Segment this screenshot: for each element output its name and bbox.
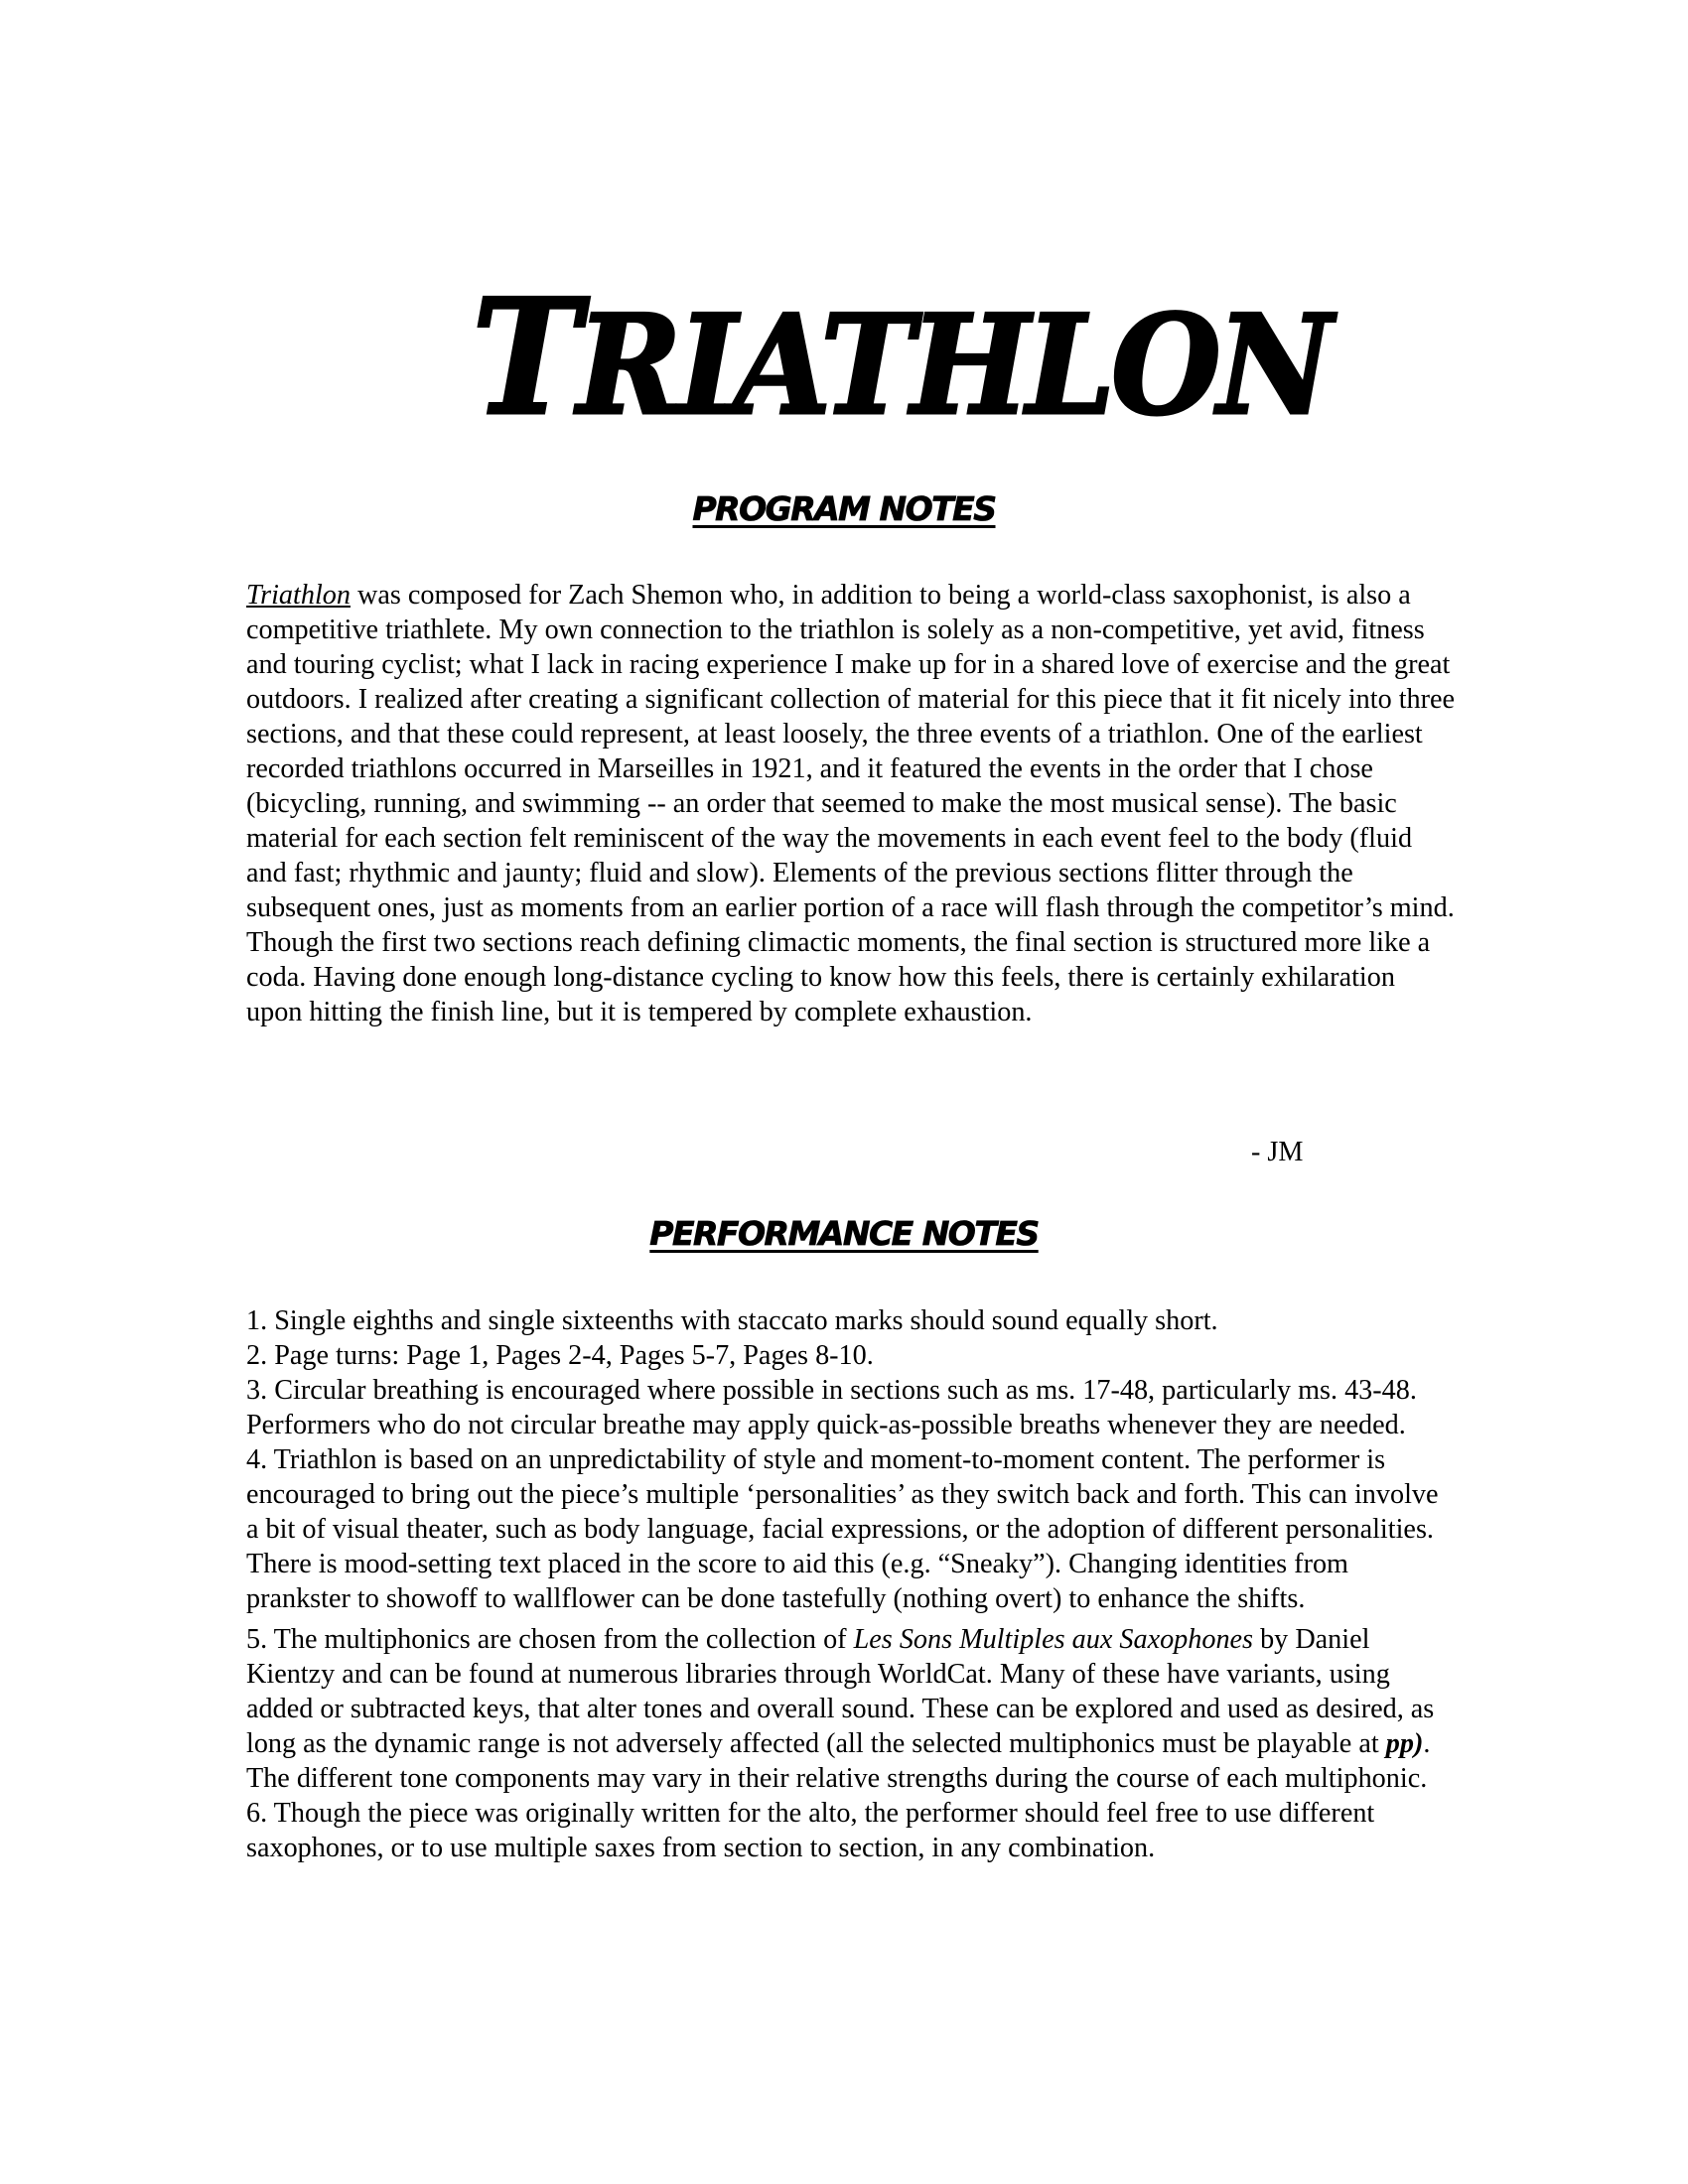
dynamic-marking: pp) xyxy=(1385,1728,1424,1759)
performance-notes-heading: PERFORMANCE NOTES xyxy=(649,1214,1039,1253)
performance-note-6: 6. Though the piece was originally written for the alto, the performer should feel free to use different saxophones, or to use multiple saxes from section to section, in any combination. xyxy=(246,1798,1375,1863)
book-title: Les Sons Multiples aux Saxophones xyxy=(853,1624,1254,1655)
program-notes-text: was composed for Zach Shemon who, in addition to being a world-class saxophonist, is also a competitive triathlete. My own connection to the triathlon is solely as a non-competitive, yet avid, fitness and touring cyclist; what I lack in racing experience I make up for in a shared love of exercise and the great outdoors. I realized after creating a significant collection of material for this piece that it fit nicely into three sections, and that these could represent, at least loosely, the three events of a triathlon. One of the earliest recorded triathlons occurred in Marseilles in 1921, and it featured the events in the order that I chose (bicycling, running, and swimming -- an order that seemed to make the most musical sense). The basic material for each section felt reminiscent of the way the movements in each event feel to the body (fluid and fast; rhythmic and jaunty; fluid and slow). Elements of the previous sections flitter through the subsequent ones, just as moments from an earlier portion of a race will flash through the competitor’s mind. Though the first two sections reach defining climactic moments, the final section is structured more like a coda. Having done enough long-distance cycling to know how this feels, there is certainly exhilaration upon hitting the finish line, but it is tempered by complete exhaustion. xyxy=(246,580,1456,1027)
author-signature: - JM xyxy=(1251,1137,1304,1167)
program-notes-heading: PROGRAM NOTES xyxy=(692,489,996,528)
piece-title xyxy=(472,264,1330,451)
performance-note-1: 1. Single eighths and single sixteenths with staccato marks should sound equally short. xyxy=(246,1305,1218,1336)
piece-title-reference: Triathlon xyxy=(246,580,351,611)
note-5-middle: by Daniel Kientzy and can be found at numerous libraries through WorldCat. Many of these have variants, using added or subtracted keys, that alter tones and overall sound. These can be explored and used as desired, as long as the dynamic range is not adversely affected (all the selected multiphonics must be playable at xyxy=(246,1624,1435,1759)
title-rest: RIATHLON xyxy=(577,284,1330,446)
title-initial: T xyxy=(472,264,578,451)
performance-note-5 xyxy=(246,1622,1458,1796)
performance-note-4: 4. Triathlon is based on an unpredictability of style and moment-to-moment content. The performer is encouraged to bring out the piece’s multiple ‘personalities’ as they switch back and forth. This can involve a bit of visual theater, such as body language, facial expressions, or the adoption of different personalities. There is mood-setting text placed in the score to aid this (e.g. “Sneaky”). Changing identities from prankster to showoff to wallflower can be done tastefully (nothing overt) to enhance the shifts. xyxy=(246,1444,1439,1614)
performance-note-2: 2. Page turns: Page 1, Pages 2-4, Pages 5-7, Pages 8-10. xyxy=(246,1340,874,1371)
performance-note-3: 3. Circular breathing is encouraged where possible in sections such as ms. 17-48, particularly ms. 43-48. Performers who do not circular breathe may apply quick-as-possible breaths whenever they are needed. xyxy=(246,1375,1417,1440)
performance-notes-list xyxy=(246,1303,1458,1865)
note-5-prefix: 5. The multiphonics are chosen from the collection of xyxy=(246,1624,854,1655)
program-notes-paragraph xyxy=(246,578,1458,1029)
note-5-suffix: . The different tone components may vary in their relative strengths during the course of each multiphonic. xyxy=(246,1728,1431,1794)
